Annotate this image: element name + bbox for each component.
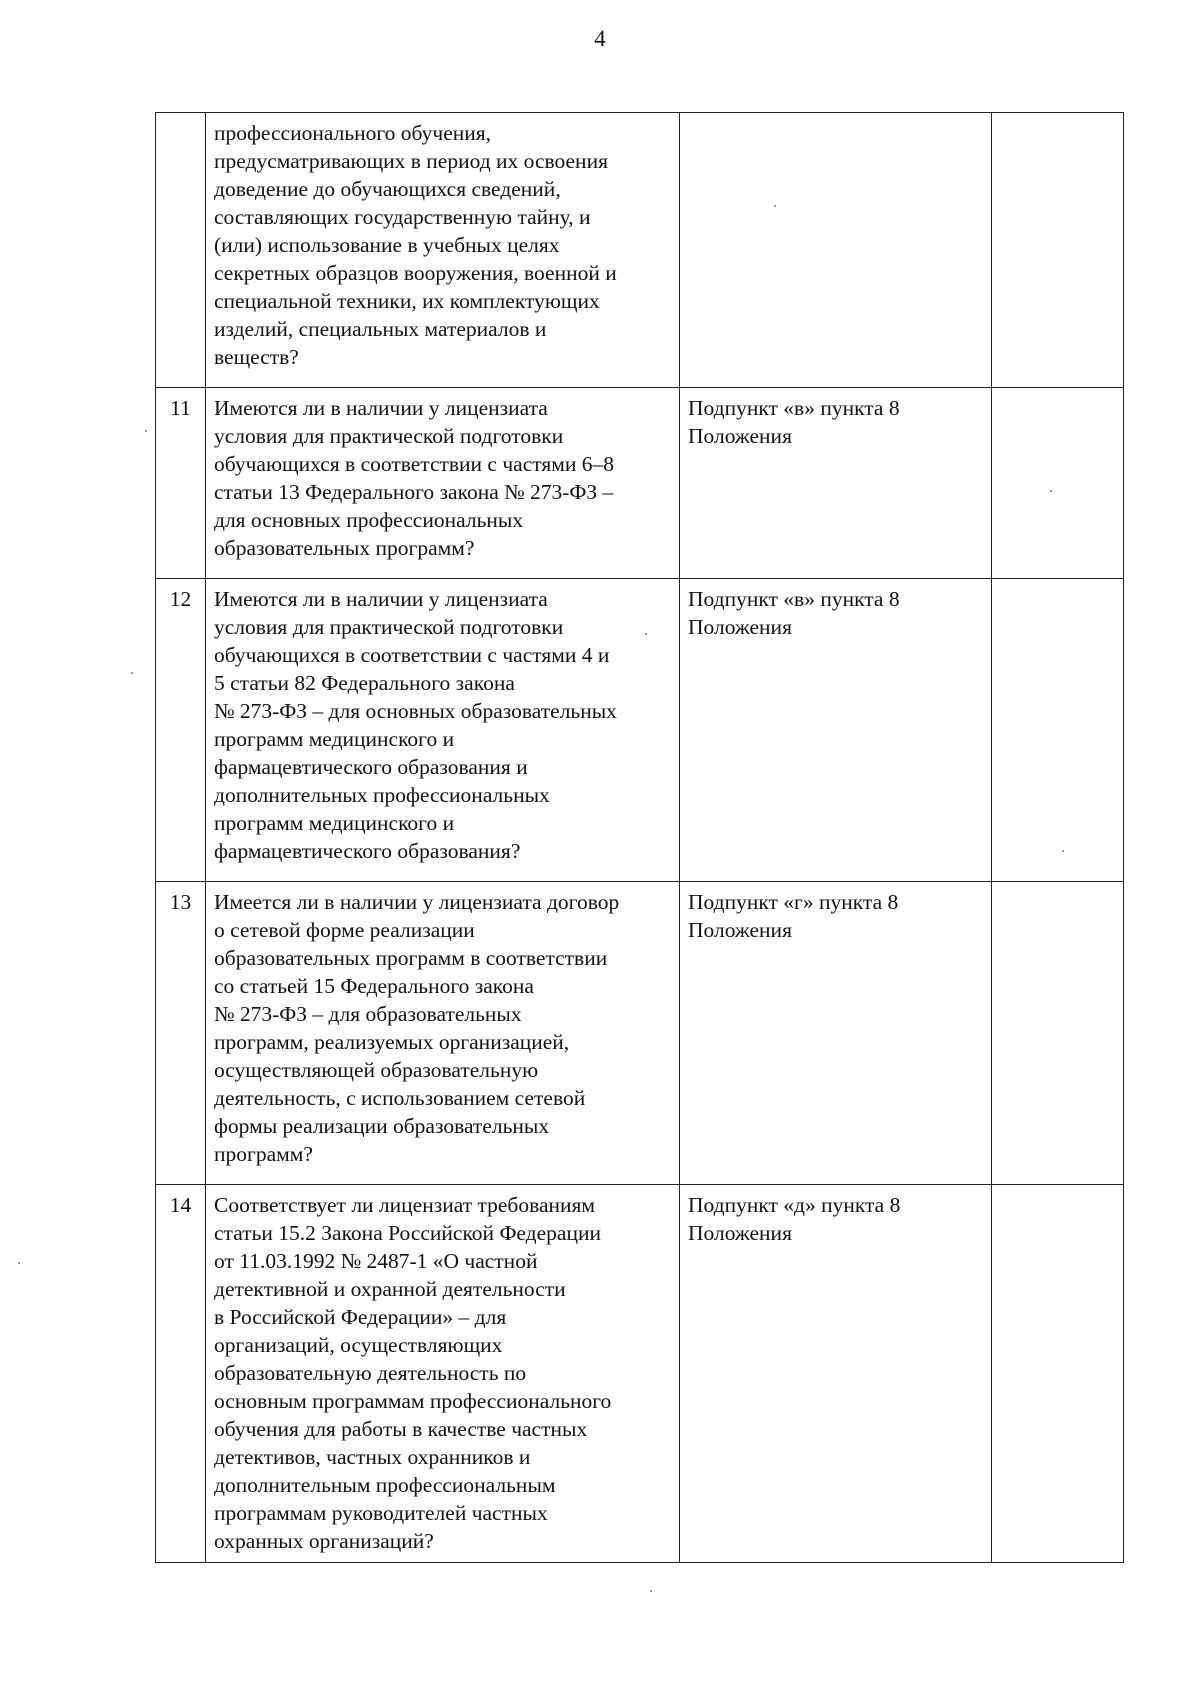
question-cell: Соответствует ли лицензиат требованиям статьи 15.2 Закона Российской Федерации от 11.03.1992 № 2487-1 «О частной детективной и охранной деятельности в Российской Федерации» – для организаций, осуществляющих образовательную деятельность по основным программам профессионального обучения для работы в качестве частных детективов, частных охранников и дополнительным профессиональным программам руководителей частных охранных организаций? (206, 1185, 680, 1563)
table-row (156, 113, 1124, 388)
reference-cell: Подпункт «в» пункта 8 Положения (680, 579, 992, 882)
question-cell: Имеются ли в наличии у лицензиата условия для практической подготовки обучающихся в соответствии с частями 4 и 5 статьи 82 Федерального закона № 273-ФЗ – для основных образовательных программ медицинского и фармацевтического образования и дополнительных профессиональных программ медицинского и фармацевтического образования? (206, 579, 680, 882)
reference-cell: Подпункт «в» пункта 8 Положения (680, 388, 992, 579)
page-number: 4 (594, 26, 606, 51)
row-number-cell (156, 113, 206, 388)
question-cell: Имеются ли в наличии у лицензиата условия для практической подготовки обучающихся в соответствии с частями 6–8 статьи 13 Федерального закона № 273-ФЗ – для основных профессиональных образовательных программ? (206, 388, 680, 579)
row-number-cell: 11 (156, 388, 206, 579)
reference-cell: Подпункт «д» пункта 8 Положения (680, 1185, 992, 1563)
mark-cell (992, 882, 1124, 1185)
table-row (156, 579, 1124, 882)
row-number-cell: 14 (156, 1185, 206, 1563)
row-number-cell: 13 (156, 882, 206, 1185)
mark-cell (992, 113, 1124, 388)
mark-cell (992, 1185, 1124, 1563)
mark-cell (992, 388, 1124, 579)
question-cell: Имеется ли в наличии у лицензиата договор о сетевой форме реализации образовательных программ в соответствии со статьей 15 Федерального закона № 273-ФЗ – для образовательных программ, реализуемых организацией, осуществляющей образовательную деятельность, с использованием сетевой формы реализации образовательных программ? (206, 882, 680, 1185)
table-row (156, 882, 1124, 1185)
reference-cell (680, 113, 992, 388)
mark-cell (992, 579, 1124, 882)
question-cell: профессионального обучения, предусматривающих в период их освоения доведение до обучающихся сведений, составляющих государственную тайну, и (или) использование в учебных целях секретных образцов вооружения, военной и специальной техники, их комплектующих изделий, специальных материалов и веществ? (206, 113, 680, 388)
row-number-cell: 12 (156, 579, 206, 882)
reference-cell: Подпункт «г» пункта 8 Положения (680, 882, 992, 1185)
table-row (156, 1185, 1124, 1563)
checklist-table (155, 112, 1124, 1563)
table-row (156, 388, 1124, 579)
